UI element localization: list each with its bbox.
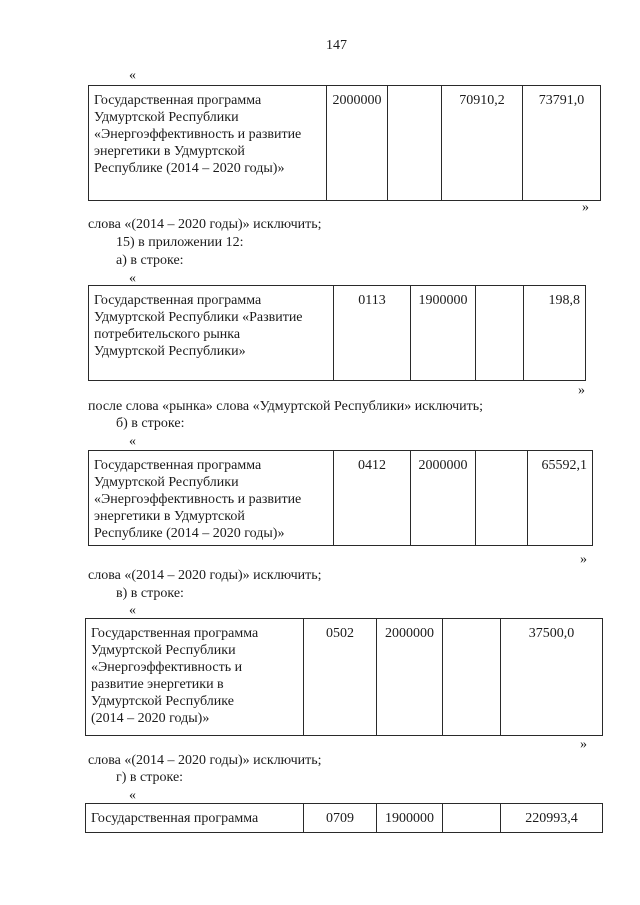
instruction-text: слова «(2014 – 2020 годы)» исключить;	[88, 217, 322, 232]
empty-cell	[443, 804, 501, 833]
subitem-heading: г) в строке:	[116, 770, 184, 785]
subitem-heading: в) в строке:	[116, 586, 184, 601]
name-line: Удмуртской Республике	[91, 694, 234, 709]
open-quote: «	[129, 271, 136, 286]
name-line: энергетики в Удмуртской	[94, 144, 245, 159]
amendment-table-2	[88, 285, 586, 381]
table-row	[89, 86, 601, 201]
table-row	[86, 804, 603, 833]
amendment-table-1	[88, 85, 601, 201]
empty-cell	[443, 619, 501, 736]
table-row	[86, 619, 603, 736]
program-name-cell	[86, 804, 304, 833]
open-quote: «	[129, 68, 136, 83]
name-line: (2014 – 2020 годы)»	[91, 711, 210, 726]
name-line: потребительского рынка	[94, 327, 241, 342]
amount-cell-1: 70910,2	[442, 86, 523, 201]
amount-cell: 220993,4	[501, 804, 603, 833]
instruction-text: слова «(2014 – 2020 годы)» исключить;	[88, 568, 322, 583]
name-line: Удмуртской Республики «Развитие	[94, 310, 303, 325]
name-line: «Энергоэффективность и развитие	[94, 127, 302, 142]
table-row	[89, 451, 593, 546]
subitem-heading: б) в строке:	[116, 416, 185, 431]
name-line: Государственная программа	[94, 458, 262, 473]
section-code-cell: 0113	[334, 286, 411, 381]
amendment-table-4	[85, 618, 603, 736]
name-line: развитие энергетики в	[91, 677, 224, 692]
name-line: Государственная программа	[94, 93, 262, 108]
target-article-cell: 2000000	[327, 86, 388, 201]
program-name-cell	[89, 451, 334, 546]
item-heading: 15) в приложении 12:	[116, 235, 244, 250]
close-quote: »	[578, 383, 585, 398]
name-line: Удмуртской Республики	[91, 643, 236, 658]
name-line: Государственная программа	[91, 626, 259, 641]
amount-cell: 65592,1	[528, 451, 593, 546]
program-name-cell	[89, 286, 334, 381]
program-name-cell	[89, 86, 327, 201]
name-line: энергетики в Удмуртской	[94, 509, 245, 524]
name-line: Государственная программа	[94, 293, 262, 308]
name-line: «Энергоэффективность и развитие	[94, 492, 302, 507]
table-row	[89, 286, 586, 381]
amount-cell-2: 73791,0	[523, 86, 601, 201]
empty-cell	[476, 451, 528, 546]
name-line: Удмуртской Республики	[94, 475, 239, 490]
target-article-cell: 1900000	[377, 804, 443, 833]
target-article-cell: 2000000	[411, 451, 476, 546]
target-article-cell: 1900000	[411, 286, 476, 381]
amendment-table-3	[88, 450, 593, 546]
name-line: Удмуртской Республики»	[94, 344, 246, 359]
instruction-text: после слова «рынка» слова «Удмуртской Республики» исключить;	[88, 399, 484, 414]
page-number: 147	[326, 38, 347, 53]
empty-cell	[388, 86, 442, 201]
name-line: Республике (2014 – 2020 годы)»	[94, 161, 285, 176]
instruction-text: слова «(2014 – 2020 годы)» исключить;	[88, 753, 322, 768]
section-code-cell: 0709	[304, 804, 377, 833]
amendment-table-5	[85, 803, 603, 833]
open-quote: «	[129, 603, 136, 618]
close-quote: »	[580, 552, 587, 567]
target-article-cell: 2000000	[377, 619, 443, 736]
section-code-cell: 0502	[304, 619, 377, 736]
empty-cell	[476, 286, 524, 381]
amount-cell: 37500,0	[501, 619, 603, 736]
name-line: Республике (2014 – 2020 годы)»	[94, 526, 285, 541]
name-line: Государственная программа	[91, 811, 259, 826]
close-quote: »	[580, 737, 587, 752]
open-quote: «	[129, 788, 136, 803]
name-line: «Энергоэффективность и	[91, 660, 243, 675]
name-line: Удмуртской Республики	[94, 110, 239, 125]
section-code-cell: 0412	[334, 451, 411, 546]
amount-cell: 198,8	[524, 286, 586, 381]
program-name-cell	[86, 619, 304, 736]
subitem-heading: а) в строке:	[116, 253, 184, 268]
open-quote: «	[129, 434, 136, 449]
close-quote: »	[582, 200, 589, 215]
